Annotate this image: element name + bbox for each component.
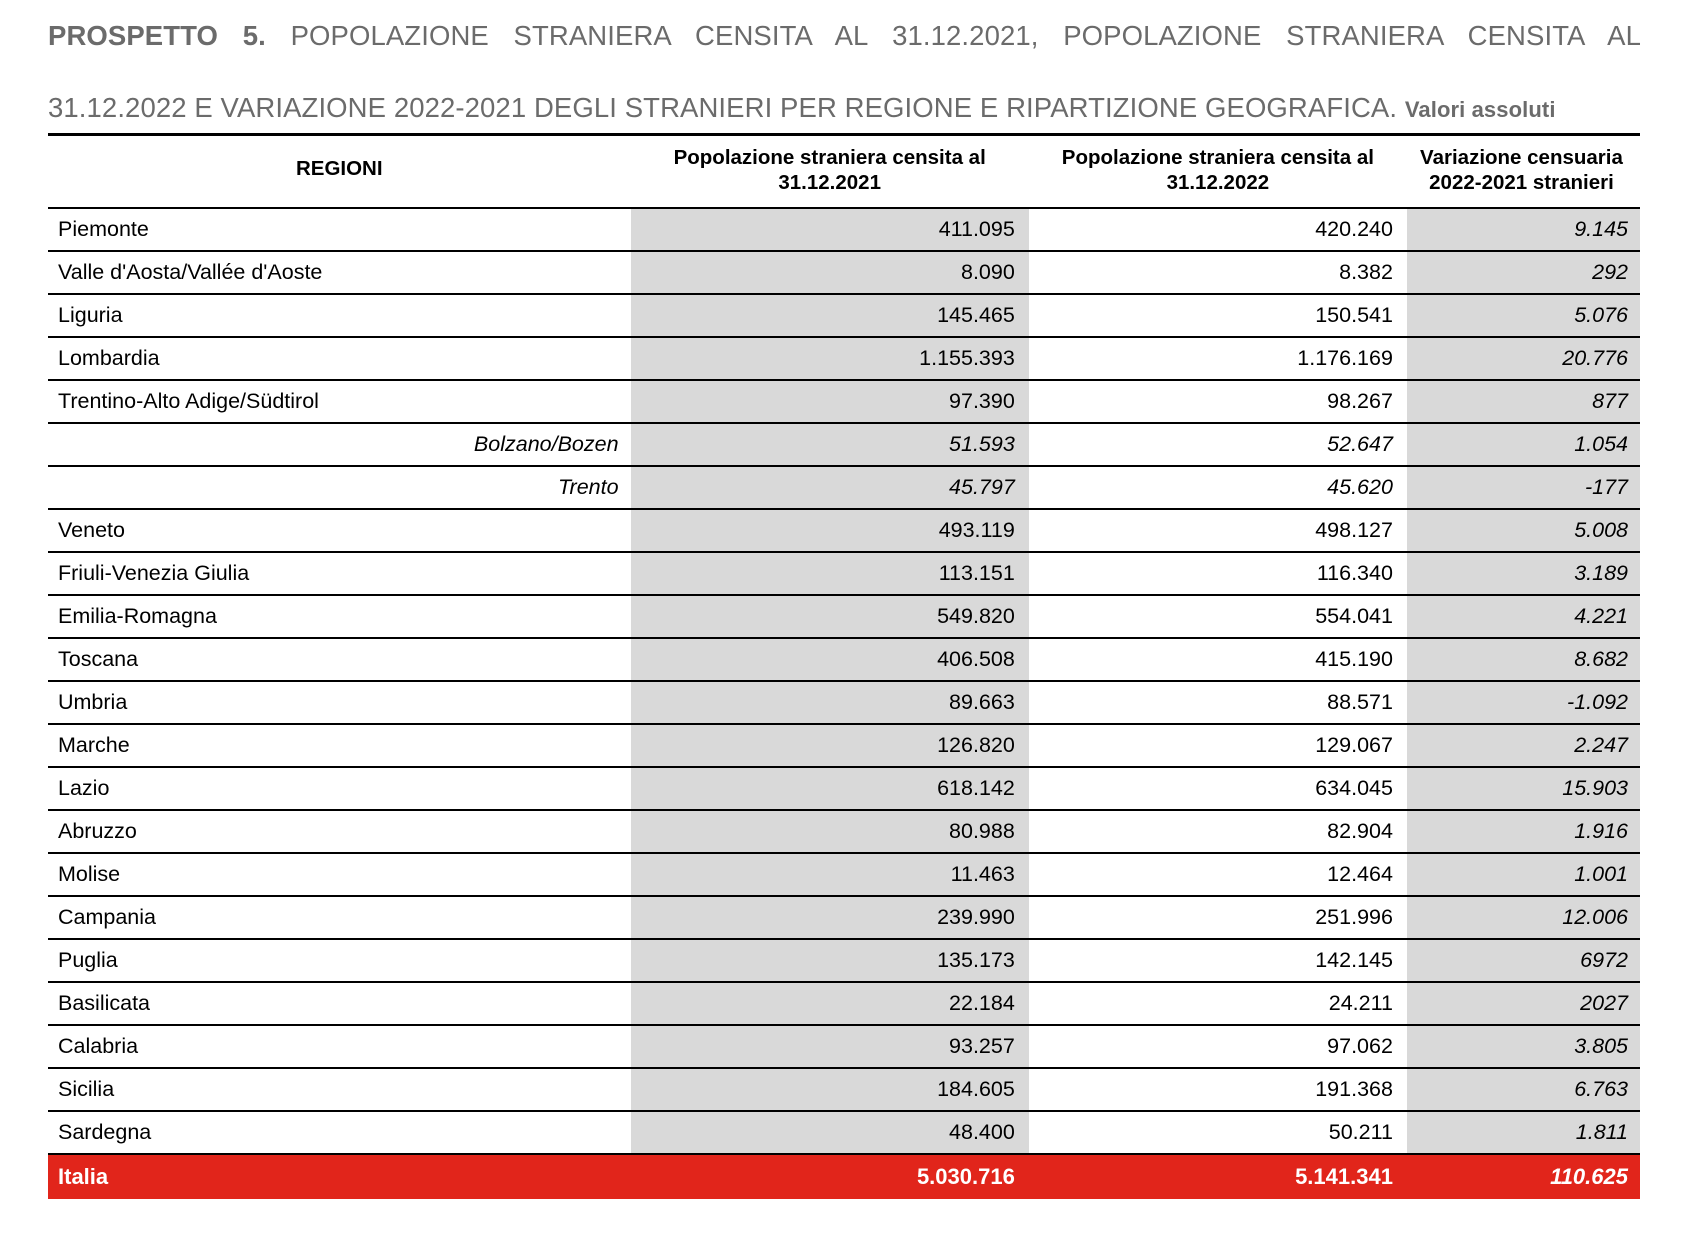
table-row — [48, 423, 1640, 466]
table-row — [48, 724, 1640, 767]
cell-regione-name: Toscana — [48, 638, 631, 681]
cell-pop-2021: 22.184 — [631, 982, 1029, 1025]
cell-pop-2021: 135.173 — [631, 939, 1029, 982]
table-row — [48, 939, 1640, 982]
cell-pop-2021: 618.142 — [631, 767, 1029, 810]
cell-variazione: 292 — [1407, 251, 1640, 294]
column-header-pop-2021: Popolazione straniera censita al 31.12.2021 — [631, 135, 1029, 209]
cell-pop-2022: 52.647 — [1029, 423, 1407, 466]
table-row — [48, 595, 1640, 638]
table-row — [48, 896, 1640, 939]
table-row — [48, 853, 1640, 896]
table-row — [48, 337, 1640, 380]
cell-variazione: 15.903 — [1407, 767, 1640, 810]
cell-pop-2022: 1.176.169 — [1029, 337, 1407, 380]
cell-regione-name: Veneto — [48, 509, 631, 552]
cell-pop-2022: 251.996 — [1029, 896, 1407, 939]
table-row — [48, 380, 1640, 423]
table-row — [48, 552, 1640, 595]
table-row — [48, 1068, 1640, 1111]
cell-variazione: 20.776 — [1407, 337, 1640, 380]
cell-regione-name: Emilia-Romagna — [48, 595, 631, 638]
table-row — [48, 1111, 1640, 1154]
cell-regione-name: Valle d'Aosta/Vallée d'Aoste — [48, 251, 631, 294]
cell-variazione: 5.008 — [1407, 509, 1640, 552]
column-header-pop-2022: Popolazione straniera censita al 31.12.2022 — [1029, 135, 1407, 209]
cell-pop-2022: 191.368 — [1029, 1068, 1407, 1111]
title-line-2: 31.12.2022 E VARIAZIONE 2022-2021 DEGLI STRANIERI PER REGIONE E RIPARTIZIONE GEOGRAFICA. — [48, 91, 1398, 123]
cell-pop-2021: 549.820 — [631, 595, 1029, 638]
cell-pop-2022: 420.240 — [1029, 208, 1407, 251]
table-header — [48, 135, 1640, 209]
cell-pop-2021: 406.508 — [631, 638, 1029, 681]
table-row — [48, 638, 1640, 681]
cell-variazione: 3.805 — [1407, 1025, 1640, 1068]
cell-pop-2022: 554.041 — [1029, 595, 1407, 638]
cell-pop-2021: 493.119 — [631, 509, 1029, 552]
cell-variazione: 1.916 — [1407, 810, 1640, 853]
cell-pop-2021: 145.465 — [631, 294, 1029, 337]
title-line-1: POPOLAZIONE STRANIERA CENSITA AL 31.12.2021, POPOLAZIONE STRANIERA CENSITA AL — [290, 20, 1640, 51]
cell-variazione: 3.189 — [1407, 552, 1640, 595]
cell-variazione: 1.054 — [1407, 423, 1640, 466]
title-subtitle: Valori assoluti — [1404, 96, 1556, 122]
prospetto-label: PROSPETTO 5. — [48, 20, 266, 51]
cell-pop-2021: 126.820 — [631, 724, 1029, 767]
population-table — [48, 133, 1640, 1199]
cell-pop-2022: 24.211 — [1029, 982, 1407, 1025]
cell-pop-2022: 634.045 — [1029, 767, 1407, 810]
cell-total-label: Italia — [48, 1154, 631, 1199]
page-title — [48, 18, 1640, 125]
cell-pop-2022: 498.127 — [1029, 509, 1407, 552]
cell-regione-name: Friuli-Venezia Giulia — [48, 552, 631, 595]
cell-regione-name: Puglia — [48, 939, 631, 982]
table-row — [48, 208, 1640, 251]
cell-pop-2022: 12.464 — [1029, 853, 1407, 896]
table-body — [48, 208, 1640, 1199]
cell-pop-2022: 98.267 — [1029, 380, 1407, 423]
cell-regione-name: Sardegna — [48, 1111, 631, 1154]
cell-variazione: 2027 — [1407, 982, 1640, 1025]
cell-regione-name: Piemonte — [48, 208, 631, 251]
cell-pop-2021: 51.593 — [631, 423, 1029, 466]
cell-pop-2021: 1.155.393 — [631, 337, 1029, 380]
column-header-regioni: REGIONI — [48, 135, 631, 209]
cell-provincia-name: Bolzano/Bozen — [48, 423, 631, 466]
cell-variazione: 1.811 — [1407, 1111, 1640, 1154]
cell-regione-name: Sicilia — [48, 1068, 631, 1111]
table-row — [48, 251, 1640, 294]
table-row — [48, 294, 1640, 337]
cell-pop-2022: 50.211 — [1029, 1111, 1407, 1154]
cell-variazione: 8.682 — [1407, 638, 1640, 681]
cell-regione-name: Trentino-Alto Adige/Südtirol — [48, 380, 631, 423]
table-row — [48, 466, 1640, 509]
cell-regione-name: Lazio — [48, 767, 631, 810]
table-total-row — [48, 1154, 1640, 1199]
cell-pop-2022: 45.620 — [1029, 466, 1407, 509]
cell-pop-2021: 113.151 — [631, 552, 1029, 595]
cell-regione-name: Liguria — [48, 294, 631, 337]
table-row — [48, 1025, 1640, 1068]
cell-regione-name: Marche — [48, 724, 631, 767]
cell-variazione: -1.092 — [1407, 681, 1640, 724]
table-row — [48, 982, 1640, 1025]
cell-regione-name: Lombardia — [48, 337, 631, 380]
cell-pop-2022: 97.062 — [1029, 1025, 1407, 1068]
cell-pop-2021: 97.390 — [631, 380, 1029, 423]
table-row — [48, 767, 1640, 810]
cell-variazione: 6.763 — [1407, 1068, 1640, 1111]
cell-regione-name: Campania — [48, 896, 631, 939]
cell-pop-2021: 8.090 — [631, 251, 1029, 294]
cell-regione-name: Calabria — [48, 1025, 631, 1068]
cell-variazione: 1.001 — [1407, 853, 1640, 896]
cell-provincia-name: Trento — [48, 466, 631, 509]
cell-pop-2021: 239.990 — [631, 896, 1029, 939]
table-row — [48, 509, 1640, 552]
cell-pop-2022: 150.541 — [1029, 294, 1407, 337]
cell-pop-2022: 116.340 — [1029, 552, 1407, 595]
cell-total-variazione: 110.625 — [1407, 1154, 1640, 1199]
cell-regione-name: Umbria — [48, 681, 631, 724]
cell-variazione: 4.221 — [1407, 595, 1640, 638]
cell-total-pop-2021: 5.030.716 — [631, 1154, 1029, 1199]
cell-variazione: 9.145 — [1407, 208, 1640, 251]
table-row — [48, 681, 1640, 724]
cell-regione-name: Abruzzo — [48, 810, 631, 853]
cell-pop-2021: 48.400 — [631, 1111, 1029, 1154]
cell-pop-2022: 82.904 — [1029, 810, 1407, 853]
column-header-variazione: Variazione censuaria 2022-2021 stranieri — [1407, 135, 1640, 209]
cell-pop-2021: 93.257 — [631, 1025, 1029, 1068]
cell-variazione: 5.076 — [1407, 294, 1640, 337]
cell-pop-2022: 88.571 — [1029, 681, 1407, 724]
cell-pop-2021: 411.095 — [631, 208, 1029, 251]
cell-variazione: -177 — [1407, 466, 1640, 509]
cell-variazione: 877 — [1407, 380, 1640, 423]
cell-pop-2022: 142.145 — [1029, 939, 1407, 982]
cell-regione-name: Basilicata — [48, 982, 631, 1025]
cell-pop-2022: 8.382 — [1029, 251, 1407, 294]
cell-pop-2022: 415.190 — [1029, 638, 1407, 681]
cell-regione-name: Molise — [48, 853, 631, 896]
cell-pop-2021: 89.663 — [631, 681, 1029, 724]
cell-pop-2021: 45.797 — [631, 466, 1029, 509]
cell-variazione: 2.247 — [1407, 724, 1640, 767]
cell-variazione: 6972 — [1407, 939, 1640, 982]
cell-pop-2021: 184.605 — [631, 1068, 1029, 1111]
cell-variazione: 12.006 — [1407, 896, 1640, 939]
table-header-row — [48, 135, 1640, 209]
cell-total-pop-2022: 5.141.341 — [1029, 1154, 1407, 1199]
table-row — [48, 810, 1640, 853]
cell-pop-2021: 11.463 — [631, 853, 1029, 896]
cell-pop-2021: 80.988 — [631, 810, 1029, 853]
cell-pop-2022: 129.067 — [1029, 724, 1407, 767]
